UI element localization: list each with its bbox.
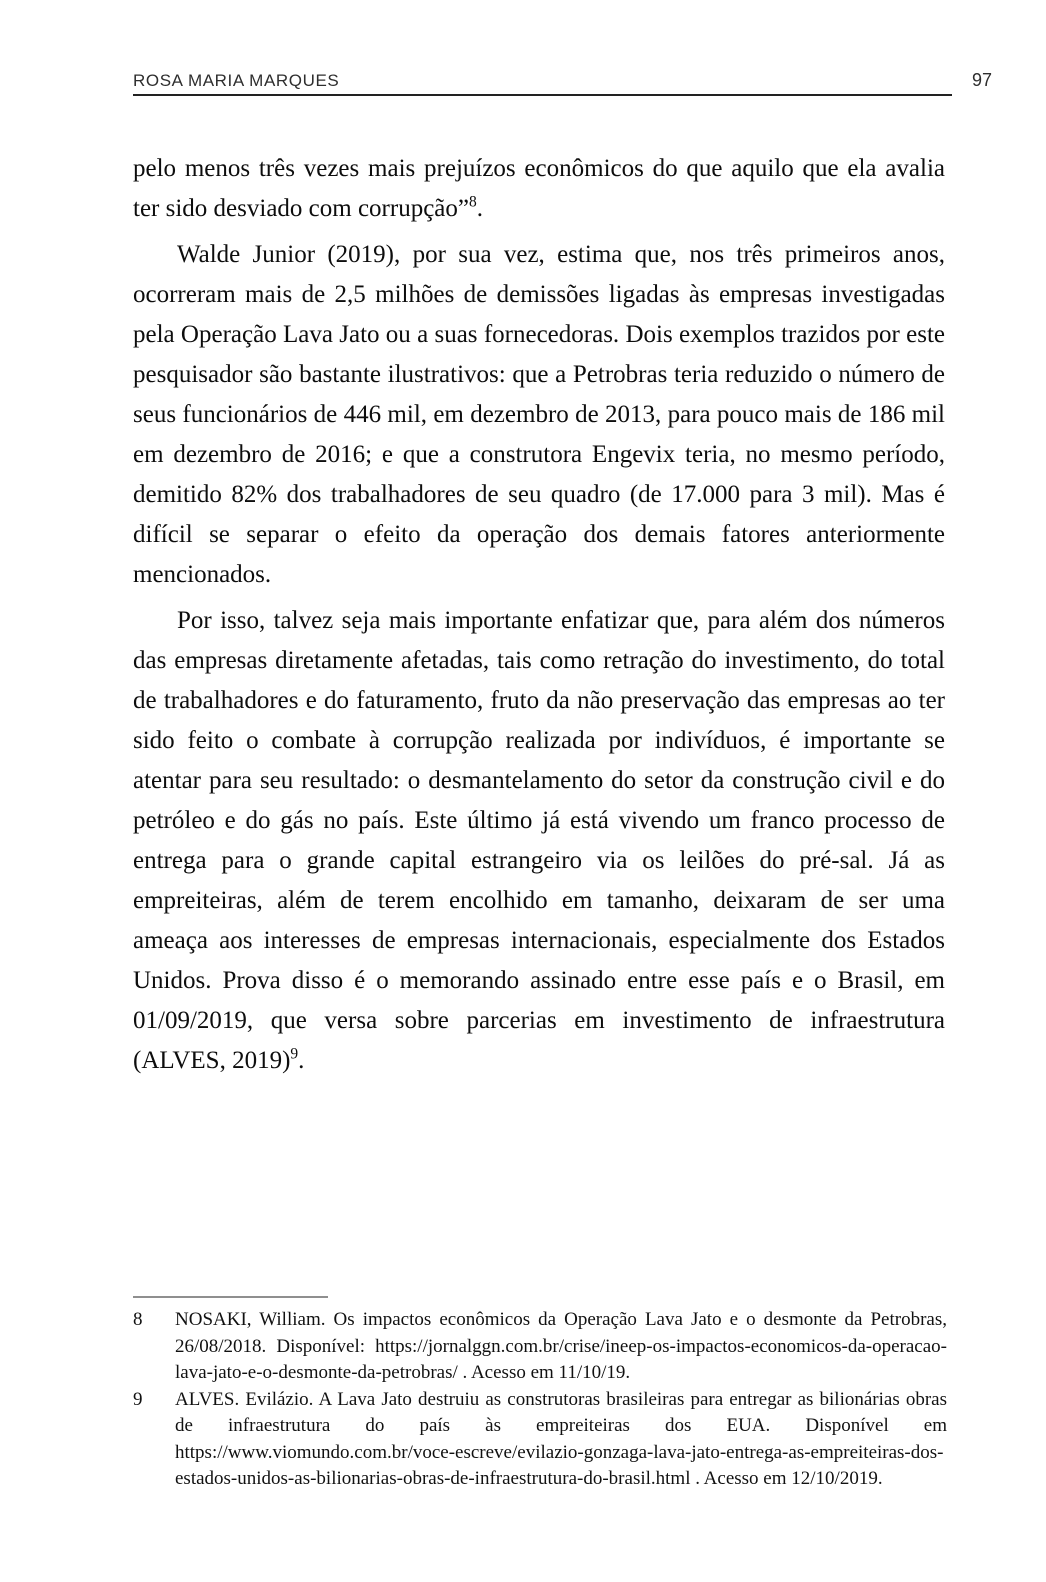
header-rule — [133, 94, 952, 96]
body-text — [133, 149, 945, 1087]
footnote-separator — [133, 1296, 328, 1298]
paragraph: Por isso, talvez seja mais importante enfatizar que, para além dos números das empresas diretamente afetadas, tais como retração do investimento, do total de trabalhadores e do faturamento, fruto da não preservação das empresas ao ter sido feito o combate à corrupção realizada por indivíduos, é importante se atentar para seu resultado: o desmantelamento do setor da construção civil e do petróleo e do gás no país. Este último já está vivendo um franco processo de entrega para o grande capital estrangeiro via os leilões do pré-sal. Já as empreiteiras, além de terem encolhido em tamanho, deixaram de ser uma ameaça aos interesses de empresas internacionais, especialmente dos Estados Unidos. Prova disso é o memorando assinado entre esse país e o Brasil, em 01/09/2019, que versa sobre parcerias em investimento de infraestrutura (ALVES, 2019)$^9$. — [133, 607, 945, 1074]
footnote-text: ALVES. Evilázio. A Lava Jato destruiu as construtoras brasileiras para entregar as bilionárias obras de infraestrutura do país às empreiteiras dos EUA. Disponível em https://www.viomundo.com.br/voce-escreve/evilazio-gonzaga-lava-jato-entrega-as-empreiteiras-dos-estados-unidos-as-bilionarias-obras-de-infraestrutura-do-brasil.html . Acesso em 12/10/2019. — [175, 1388, 947, 1489]
footnote-text: NOSAKI, William. Os impactos econômicos da Operação Lava Jato e o desmonte da Petrobras, 26/08/2018. Disponível: https://jornalggn.com.br/crise/ineep-os-impactos-economicos-da-operacao-lava-jato-e-o-desmonte-da-petrobras/ . Acesso em 11/10/19. — [175, 1309, 947, 1383]
page-number: 97 — [971, 70, 992, 90]
footnote — [133, 1387, 947, 1493]
page-header — [133, 70, 992, 91]
footnote-number: 9 — [133, 1388, 143, 1410]
paragraph: Walde Junior (2019), por sua vez, estima que, nos três primeiros anos, ocorreram mais de 2,5 milhões de demissões ligadas às empresas investigadas pela Operação Lava Jato ou a suas fornecedoras. Dois exemplos trazidos por este pesquisador são bastante ilustrativos: que a Petrobras teria reduzido o número de seus funcionários de 446 mil, em dezembro de 2013, para pouco mais de 186 mil em dezembro de 2016; e que a construtora Engevix teria, no mesmo período, demitido 82% dos trabalhadores de seu quadro (de 17.000 para 3 mil). Mas é difícil se separar o efeito da operação dos demais fatores anteriormente mencionados. — [133, 241, 945, 588]
footnote-number: 8 — [133, 1309, 143, 1330]
footnotes — [133, 1307, 947, 1493]
running-title: ROSA MARIA MARQUES — [133, 71, 340, 90]
paragraph: pelo menos três vezes mais prejuízos econômicos do que aquilo que ela avalia ter sido desviado com corrupção”$^8$. — [133, 155, 945, 222]
footnote — [133, 1307, 947, 1387]
footnote-ref[interactable]: 8 — [469, 193, 477, 211]
footnote-ref[interactable]: 9 — [290, 1045, 299, 1063]
